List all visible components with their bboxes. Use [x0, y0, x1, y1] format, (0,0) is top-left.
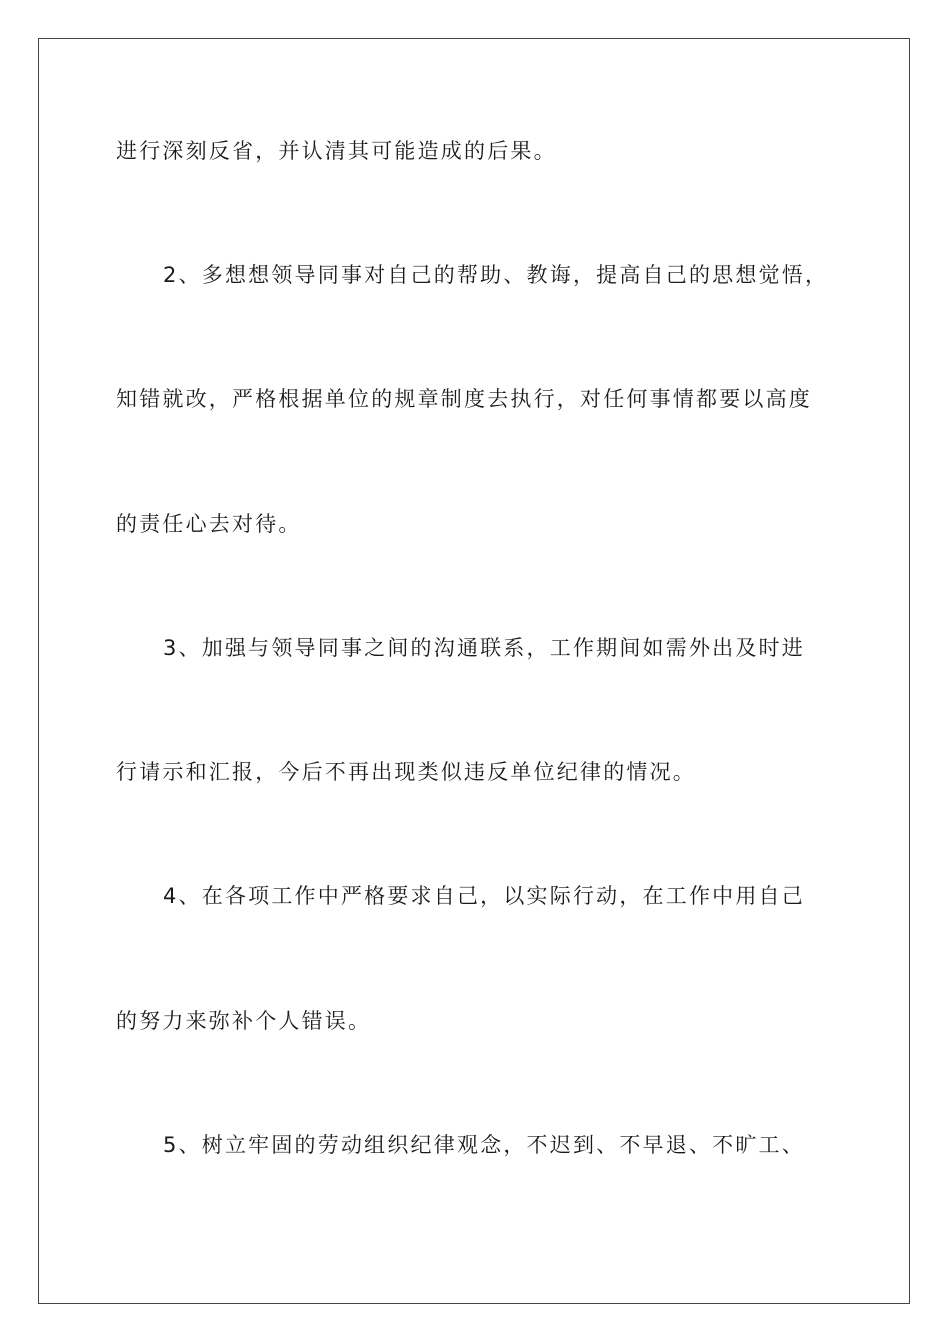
text-line: 3、加强与领导同事之间的沟通联系，工作期间如需外出及时进: [163, 636, 805, 660]
text-line: 进行深刻反省，并认清其可能造成的后果。: [116, 139, 557, 163]
text-line: 4、在各项工作中严格要求自己，以实际行动，在工作中用自己: [163, 884, 805, 908]
text-line: 5、树立牢固的劳动组织纪律观念，不迟到、不早退、不旷工、: [163, 1133, 805, 1157]
text-line: 的努力来弥补个人错误。: [116, 1009, 372, 1033]
page-frame: [38, 38, 910, 1304]
text-line: 知错就改，严格根据单位的规章制度去执行，对任何事情都要以高度: [116, 387, 812, 411]
text-line: 的责任心去对待。: [116, 512, 302, 536]
text-line: 行请示和汇报，今后不再出现类似违反单位纪律的情况。: [116, 760, 696, 784]
text-line: 2、多想想领导同事对自己的帮助、教诲，提高自己的思想觉悟，: [163, 263, 829, 287]
